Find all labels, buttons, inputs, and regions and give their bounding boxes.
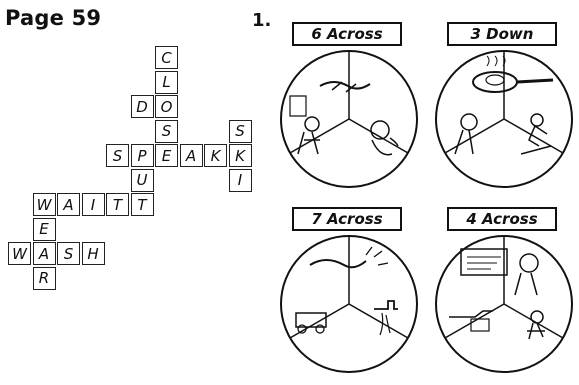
clue-6-across bbox=[270, 20, 428, 188]
crossword-cell: I bbox=[229, 169, 252, 192]
clue-label: 3 Down bbox=[447, 22, 557, 46]
crossword-cell: R bbox=[33, 267, 56, 290]
crossword-cell: A bbox=[180, 144, 203, 167]
crossword-cell: W bbox=[33, 193, 56, 216]
crossword-cell: S bbox=[229, 120, 252, 143]
crossword-cell: S bbox=[106, 144, 129, 167]
crossword-cell: L bbox=[155, 71, 178, 94]
clue-label: 6 Across bbox=[292, 22, 402, 46]
crossword-cell: K bbox=[229, 144, 252, 167]
crossword-cell: E bbox=[155, 144, 178, 167]
crossword-cell: T bbox=[106, 193, 129, 216]
crossword-cell: A bbox=[33, 242, 56, 265]
crossword-cell: H bbox=[82, 242, 105, 265]
clue-7-across bbox=[270, 205, 428, 373]
crossword-grid bbox=[0, 0, 260, 385]
crossword-cell: I bbox=[82, 193, 105, 216]
crossword-cell: S bbox=[155, 120, 178, 143]
crossword-cell: W bbox=[8, 242, 31, 265]
page-title: Page 59 bbox=[5, 6, 102, 30]
crossword-cell: A bbox=[57, 193, 80, 216]
crossword-cell: D bbox=[131, 95, 154, 118]
clue-label: 7 Across bbox=[292, 207, 402, 231]
clue-label: 4 Across bbox=[447, 207, 557, 231]
crossword-cell: P bbox=[131, 144, 154, 167]
clue-3-down bbox=[425, 20, 579, 188]
crossword-cell: K bbox=[204, 144, 227, 167]
crossword-cell: E bbox=[33, 218, 56, 241]
question-number: 1. bbox=[252, 10, 272, 31]
crossword-cell: T bbox=[131, 193, 154, 216]
clue-4-across bbox=[425, 205, 579, 373]
crossword-cell: U bbox=[131, 169, 154, 192]
crossword-cell: O bbox=[155, 95, 178, 118]
crossword-cell: C bbox=[155, 46, 178, 69]
crossword-cell: S bbox=[57, 242, 80, 265]
